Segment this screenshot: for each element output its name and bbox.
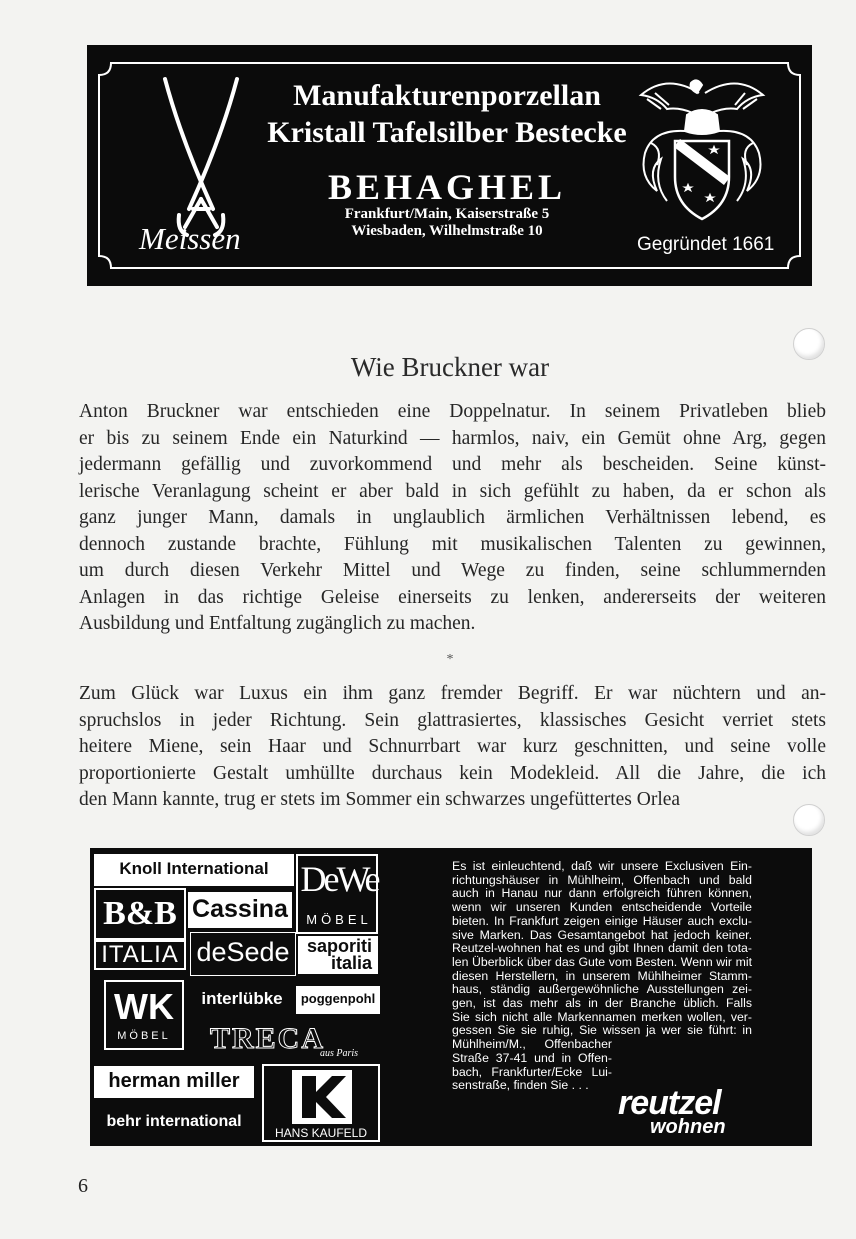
text-line: Anton Bruckner war entschieden eine Doppelnatur. In seinem Privatleben blieb (79, 401, 826, 422)
text-line: Sie sich nicht alle Markennamen merken wollen, ver- (452, 1009, 752, 1024)
brand-herman-miller: herman miller (94, 1066, 254, 1098)
text-line: lerische Veranlagung scheint er aber bald in sich gefühlt zu haben, da er schon als (79, 480, 826, 502)
brand-knoll-international: Knoll International (94, 854, 294, 886)
text-line: er bis zu seinem Ende ein Naturkind — harmlos, naiv, ein Gemüt ohne Arg, gegen (79, 427, 826, 449)
brand-saporiti-word: saporiti (306, 936, 372, 956)
article-paragraph-2 (79, 681, 826, 814)
brand-dewe-sub: MÖBEL (306, 912, 372, 927)
text-line: Es ist einleuchtend, daß wir unsere Exclusiven Ein- (452, 859, 752, 873)
article-title: Wie Bruckner war (350, 352, 550, 382)
text-line: wenn wir unseren Kunden entscheidende Vorteile (452, 900, 752, 915)
text-line: diesen Herstellern, in unserem Mühlheimer Stamm- (452, 968, 752, 983)
brand-saporiti-italia (298, 936, 378, 974)
coat-of-arms-icon (627, 73, 777, 238)
punch-hole (793, 804, 825, 836)
brand-interlubke: interlübke (201, 989, 283, 1008)
brand-kaufeld-text: HANS KAUFELD (274, 1126, 368, 1140)
text-line: len Überblick über das Gute vom Besten. Wenn wir mit (452, 954, 752, 969)
ad-copy-text (452, 860, 752, 1093)
text-line: Reutzel-wohnen hat es und gibt Ihnen damit den tota- (452, 941, 752, 956)
ad-headline-2: Kristall Tafelsilber Bestecke (267, 116, 627, 149)
text-line: Ausbildung und Entfaltung zugänglich zu machen. (79, 613, 476, 634)
ad-headline-1: Manufakturenporzellan (293, 79, 601, 112)
brand-wk-word: WK (114, 986, 174, 1027)
article-paragraph-1 (79, 399, 826, 638)
text-line: spruchslos in jeder Richtung. Sein glattrasiertes, klassisches Gesicht verriet stets (79, 709, 826, 731)
text-line: Straße 37-41 und in Offen- (452, 1050, 612, 1065)
behaghel-advertisement (87, 45, 812, 286)
page-number: 6 (78, 1175, 88, 1197)
founded-year: Gegründet 1661 (637, 234, 775, 255)
brand-dewe-word: DeWe (300, 859, 378, 899)
text-line: sive Marken. Das Gesamtangebot hat jedoch keiner. (452, 927, 752, 942)
text-line: bach, Frankfurter/Ecke Lui- (452, 1064, 612, 1079)
brand-cassina: Cassina (188, 892, 292, 928)
text-line: auch in Hanau nur dann erfolgreich führen können, (452, 886, 752, 901)
text-line: den Mann kannte, trug er stets im Sommer ein schwarzes ungefüttertes Orlea (79, 789, 681, 810)
brand-bb: B&B (94, 888, 186, 940)
text-line: jedermann gefällig und zuvorkommend und mehr als bescheiden. Seine künst- (79, 454, 826, 475)
brand-treca-word: TRECA (210, 1022, 326, 1055)
text-line: gessen Sie sie ruhig, Sie wissen ja wer sie führt: in (452, 1023, 752, 1038)
brand-bb-italia: ITALIA (94, 940, 186, 970)
reutzel-logo-sub: wohnen (650, 1116, 726, 1138)
text-line: ganz junger Mann, damals in unglaublich ärmlichen Verhältnissen lebend, es (79, 507, 826, 528)
brand-wk-mobel (104, 980, 184, 1050)
brand-treca (200, 1022, 380, 1062)
text-line: gen, ist das mehr als in der Branche üblich. Falls (452, 996, 752, 1011)
brand-hans-kaufeld (262, 1064, 380, 1142)
brand-desede: deSede (190, 932, 296, 976)
brand-dewe-mobel (296, 854, 378, 934)
text-line: haus, ständig außergewöhnliche Ausstellungen zei- (452, 982, 752, 997)
ad-brand-name: BEHAGHEL (327, 167, 567, 207)
kaufeld-k-icon (292, 1070, 352, 1124)
text-line: richtungshäuser in Mühlheim, Offenbach und bald (452, 872, 752, 887)
reutzel-advertisement (90, 848, 812, 1146)
brand-wk-sub: MÖBEL (117, 1030, 171, 1042)
text-line: um durch diesen Verkehr Mittel und Wege zu finden, seine schlummernden (79, 560, 826, 581)
punch-hole (793, 328, 825, 360)
meissen-logo-text: Meissen (139, 221, 241, 256)
section-separator: * (446, 652, 454, 667)
text-line: proportionierte Gestalt umhüllte durchaus kein Modekleid. All die Jahre, die ich (79, 762, 826, 784)
brand-behr-international: behr international (106, 1113, 242, 1130)
brand-saporiti-italia-word: italia (330, 953, 372, 973)
text-line: Zum Glück war Luxus ein ihm ganz fremder Begriff. Er war nüchtern und an- (79, 683, 826, 704)
text-line: Mühlheim/M., Offenbacher (452, 1037, 612, 1052)
text-line: bieten. In Frankfurt zeigen einige Häuser auch exclu- (452, 913, 752, 928)
brand-treca-sub: aus Paris (320, 1048, 359, 1059)
text-line: heitere Miene, sein Haar und Schnurrbart war kurz geschnitten, und seine volle (79, 736, 826, 757)
ad-address-2: Wiesbaden, Wilhelmstraße 10 (351, 223, 543, 239)
ad-address-1: Frankfurt/Main, Kaiserstraße 5 (344, 206, 550, 222)
text-line: Anlagen in das richtige Geleise einerseits zu lenken, andererseits der weiteren (79, 586, 826, 608)
brand-poggenpohl: poggenpohl (296, 986, 380, 1014)
reutzel-logo: reutzel (618, 1084, 721, 1122)
text-line: dennoch zustande brachte, Fühlung mit musikalischen Talenten zu gewinnen, (79, 533, 826, 555)
text-line: senstraße, finden Sie . . . (452, 1078, 589, 1093)
